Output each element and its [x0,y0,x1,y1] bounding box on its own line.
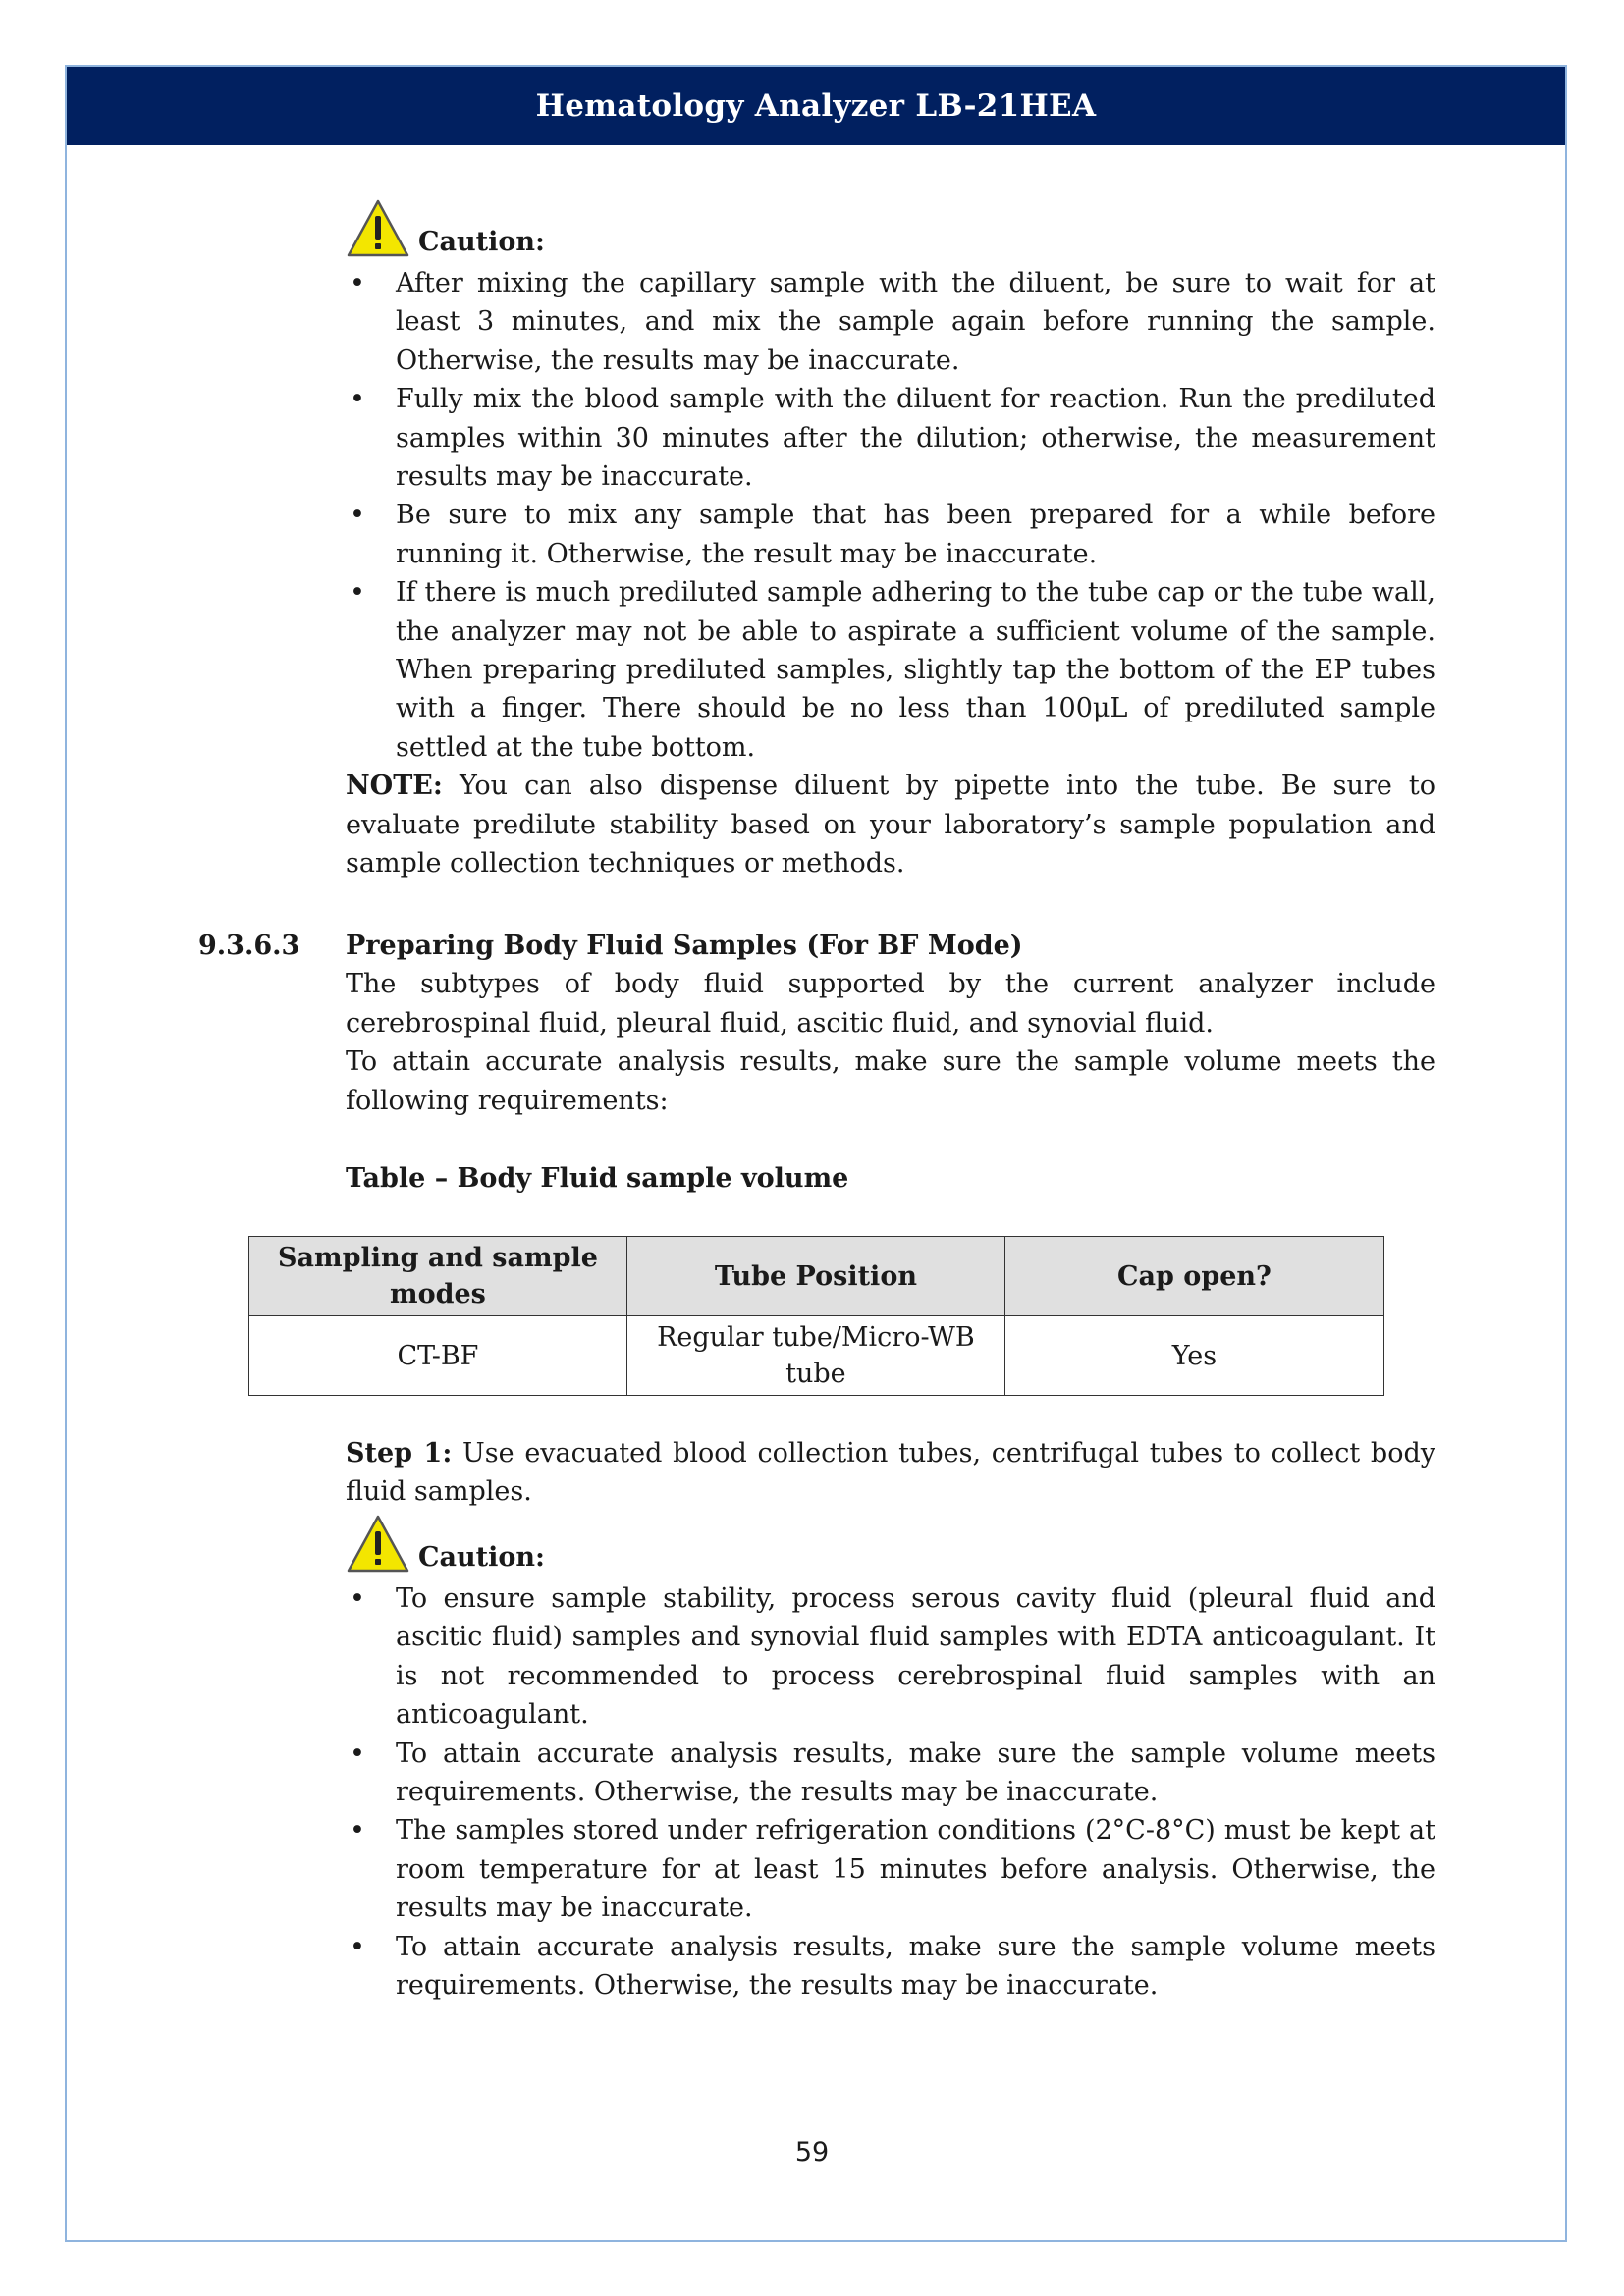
list-item: • To ensure sample stability, process serous cavity fluid (pleural fluid and ascitic fluid) samples and synovial fluid samples with EDTA anticoagulant. It is not recommended to process cerebrospinal fluid samples with an anticoagulant. [346,1579,1435,1735]
bullet: • [350,1931,365,1962]
section-body [346,927,1435,1120]
column-header: Tube Position [626,1237,1004,1316]
list-item: • Fully mix the blood sample with the diluent for reaction. Run the prediluted samples within 30 minutes after the dilution; otherwise, the measurement results may be inaccurate. [346,380,1435,496]
warning-triangle-icon [346,1514,410,1575]
bullet: • [350,1737,365,1769]
section-paragraph: The subtypes of body fluid supported by the current analyzer include cerebrospinal fluid, pleural fluid, ascitic fluid, and synovial fluid. [346,969,1435,1039]
caution-heading [346,196,545,259]
section-number: 9.3.6.3 [198,931,300,961]
bullet: • [350,1815,365,1846]
bullet: • [350,1583,365,1614]
bullet: • [350,500,365,531]
note-paragraph [346,767,1435,882]
note-label: NOTE: [346,771,443,802]
column-header: Cap open? [1004,1237,1383,1316]
column-header: Sampling and sample modes [249,1237,627,1316]
table-title: Table – Body Fluid sample volume [346,1163,849,1194]
body-fluid-volume-table [248,1236,1384,1396]
table-cell: Regular tube/Micro-WB tube [626,1316,1004,1396]
page-number: 59 [794,2137,830,2167]
section-title: Preparing Body Fluid Samples (For BF Mode) [346,931,1023,961]
note-text: You can also dispense diluent by pipette into the tube. Be sure to evaluate predilute stability based on your laboratory’s sample population and sample collection techniques or methods. [346,771,1435,880]
table-cell: Yes [1004,1316,1383,1396]
section-paragraph: To attain accurate analysis results, make sure the sample volume meets the following requirements: [346,1046,1435,1116]
caution-heading [346,1512,545,1575]
bullet: • [350,384,365,415]
caution-label: Caution: [418,1542,545,1573]
list-item: • If there is much prediluted sample adhering to the tube cap or the tube wall, the analyzer may not be able to aspirate a sufficient volume of the sample. When preparing prediluted samples, slightly tap the bottom of the EP tubes with a finger. There should be no less than 100μL of prediluted sample settled at the tube bottom. [346,573,1435,767]
caution-list [346,264,1435,883]
step-label: Step 1: [346,1438,453,1468]
table-cell: CT-BF [249,1316,627,1396]
list-item: • To attain accurate analysis results, make sure the sample volume meets requirements. Otherwise, the results may be inaccurate. [346,1928,1435,2005]
step-paragraph [346,1434,1435,1512]
document-title: Hematology Analyzer LB-21HEA [535,88,1097,124]
warning-triangle-icon [346,198,410,259]
bullet: • [350,577,365,609]
step-text: Use evacuated blood collection tubes, centrifugal tubes to collect body fluid samples. [346,1438,1435,1508]
caution-label: Caution: [418,227,545,257]
list-item: • Be sure to mix any sample that has been prepared for a while before running it. Otherwise, the result may be inaccurate. [346,496,1435,573]
table-row [249,1316,1384,1396]
bullet: • [350,268,365,298]
caution-list [346,1579,1435,2004]
table-header-row [249,1237,1384,1316]
list-item: • The samples stored under refrigeration conditions (2°C-8°C) must be kept at room temperature for at least 15 minutes before analysis. Otherwise, the results may be inaccurate. [346,1811,1435,1927]
list-item: • To attain accurate analysis results, make sure the sample volume meets requirements. Otherwise, the results may be inaccurate. [346,1735,1435,1812]
list-item: • After mixing the capillary sample with the diluent, be sure to wait for at least 3 minutes, and mix the sample again before running the sample. Otherwise, the results may be inaccurate. [346,264,1435,380]
